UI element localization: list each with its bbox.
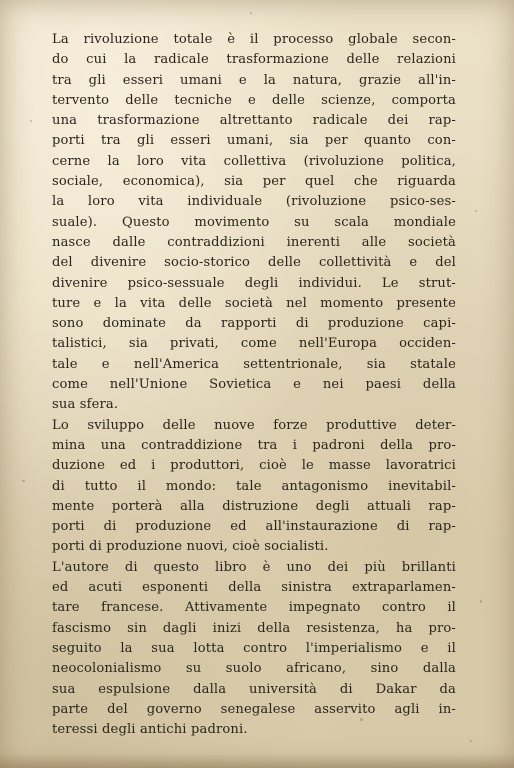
text-line: di tutto il mondo: tale antagonismo inevitabil-	[52, 478, 456, 494]
blurb-paragraph-1	[52, 30, 456, 416]
text-line: sua sfera.	[52, 397, 119, 413]
paper-speck	[30, 120, 32, 122]
text-line: nasce dalle contraddizioni inerenti alle società	[52, 234, 456, 250]
text-line: cerne la loro vita collettiva (rivoluzione politica,	[52, 153, 456, 169]
text-line: come nell'Unione Sovietica e nei paesi della	[52, 377, 456, 393]
text-line: del divenire socio-storico delle collettività e del	[52, 255, 456, 271]
paper-speck	[22, 480, 25, 482]
text-line: mente porterà alla distruzione degli attuali rap-	[52, 498, 456, 514]
text-line: porti tra gli esseri umani, sia per quanto con-	[52, 133, 456, 149]
text-line: ed acuti esponenti della sinistra extraparlamen-	[52, 580, 456, 596]
text-line: sociale, economica), sia per quel che riguarda	[52, 174, 456, 190]
text-line: sua espulsione dalla università di Dakar da	[52, 681, 456, 697]
text-line: mina una contraddizione tra i padroni della pro-	[52, 437, 456, 453]
text-line: ture e la vita delle società nel momento presente	[52, 295, 456, 311]
text-line: tra gli esseri umani e la natura, grazie all'in-	[52, 72, 456, 88]
text-line: duzione ed i produttori, cioè le masse lavoratrici	[52, 458, 456, 474]
text-line: fascismo sin dagli inizi della resistenza, ha pro-	[52, 620, 456, 636]
paper-speck	[470, 740, 472, 742]
text-line: tervento delle tecniche e delle scienze, comporta	[52, 92, 456, 108]
paper-speck	[250, 12, 252, 14]
paper-speck	[480, 600, 482, 603]
text-line: tale e nell'America settentrionale, sia statale	[52, 356, 456, 372]
text-line: tare francese. Attivamente impegnato contro il	[52, 600, 456, 616]
text-line: neocolonialismo su suolo africano, sino dalla	[52, 661, 456, 677]
text-line: la loro vita individuale (rivoluzione psico-ses-	[52, 194, 456, 210]
text-line: teressi degli antichi padroni.	[52, 722, 248, 738]
paper-speck	[475, 210, 477, 212]
blurb-paragraph-3	[52, 558, 456, 741]
text-line: sono dominate da rapporti di produzione capi-	[52, 316, 456, 332]
text-line: seguito la sua lotta contro l'imperialismo e il	[52, 640, 456, 656]
blurb-text	[52, 30, 456, 740]
blurb-paragraph-2	[52, 416, 456, 558]
text-line: do cui la radicale trasformazione delle relazioni	[52, 52, 456, 68]
text-line: una trasformazione altrettanto radicale dei rap-	[52, 113, 456, 129]
text-line: L'autore di questo libro è uno dei più brillanti	[52, 559, 456, 575]
text-line: La rivoluzione totale è il processo globale secon-	[52, 32, 456, 47]
text-line: divenire psico-sessuale degli individui. Le strut-	[52, 275, 456, 291]
text-line: suale). Questo movimento su scala mondiale	[52, 214, 456, 230]
text-line: porti di produzione nuovi, cioè socialisti.	[52, 539, 329, 555]
text-line: porti di produzione ed all'instaurazione di rap-	[52, 519, 456, 535]
text-line: parte del governo senegalese asservito agli in-	[52, 701, 456, 717]
text-line: Lo sviluppo delle nuove forze produttive deter-	[52, 417, 456, 433]
text-line: talistici, sia privati, come nell'Europa occiden-	[52, 336, 456, 352]
worn-bottom-edge	[0, 754, 514, 768]
